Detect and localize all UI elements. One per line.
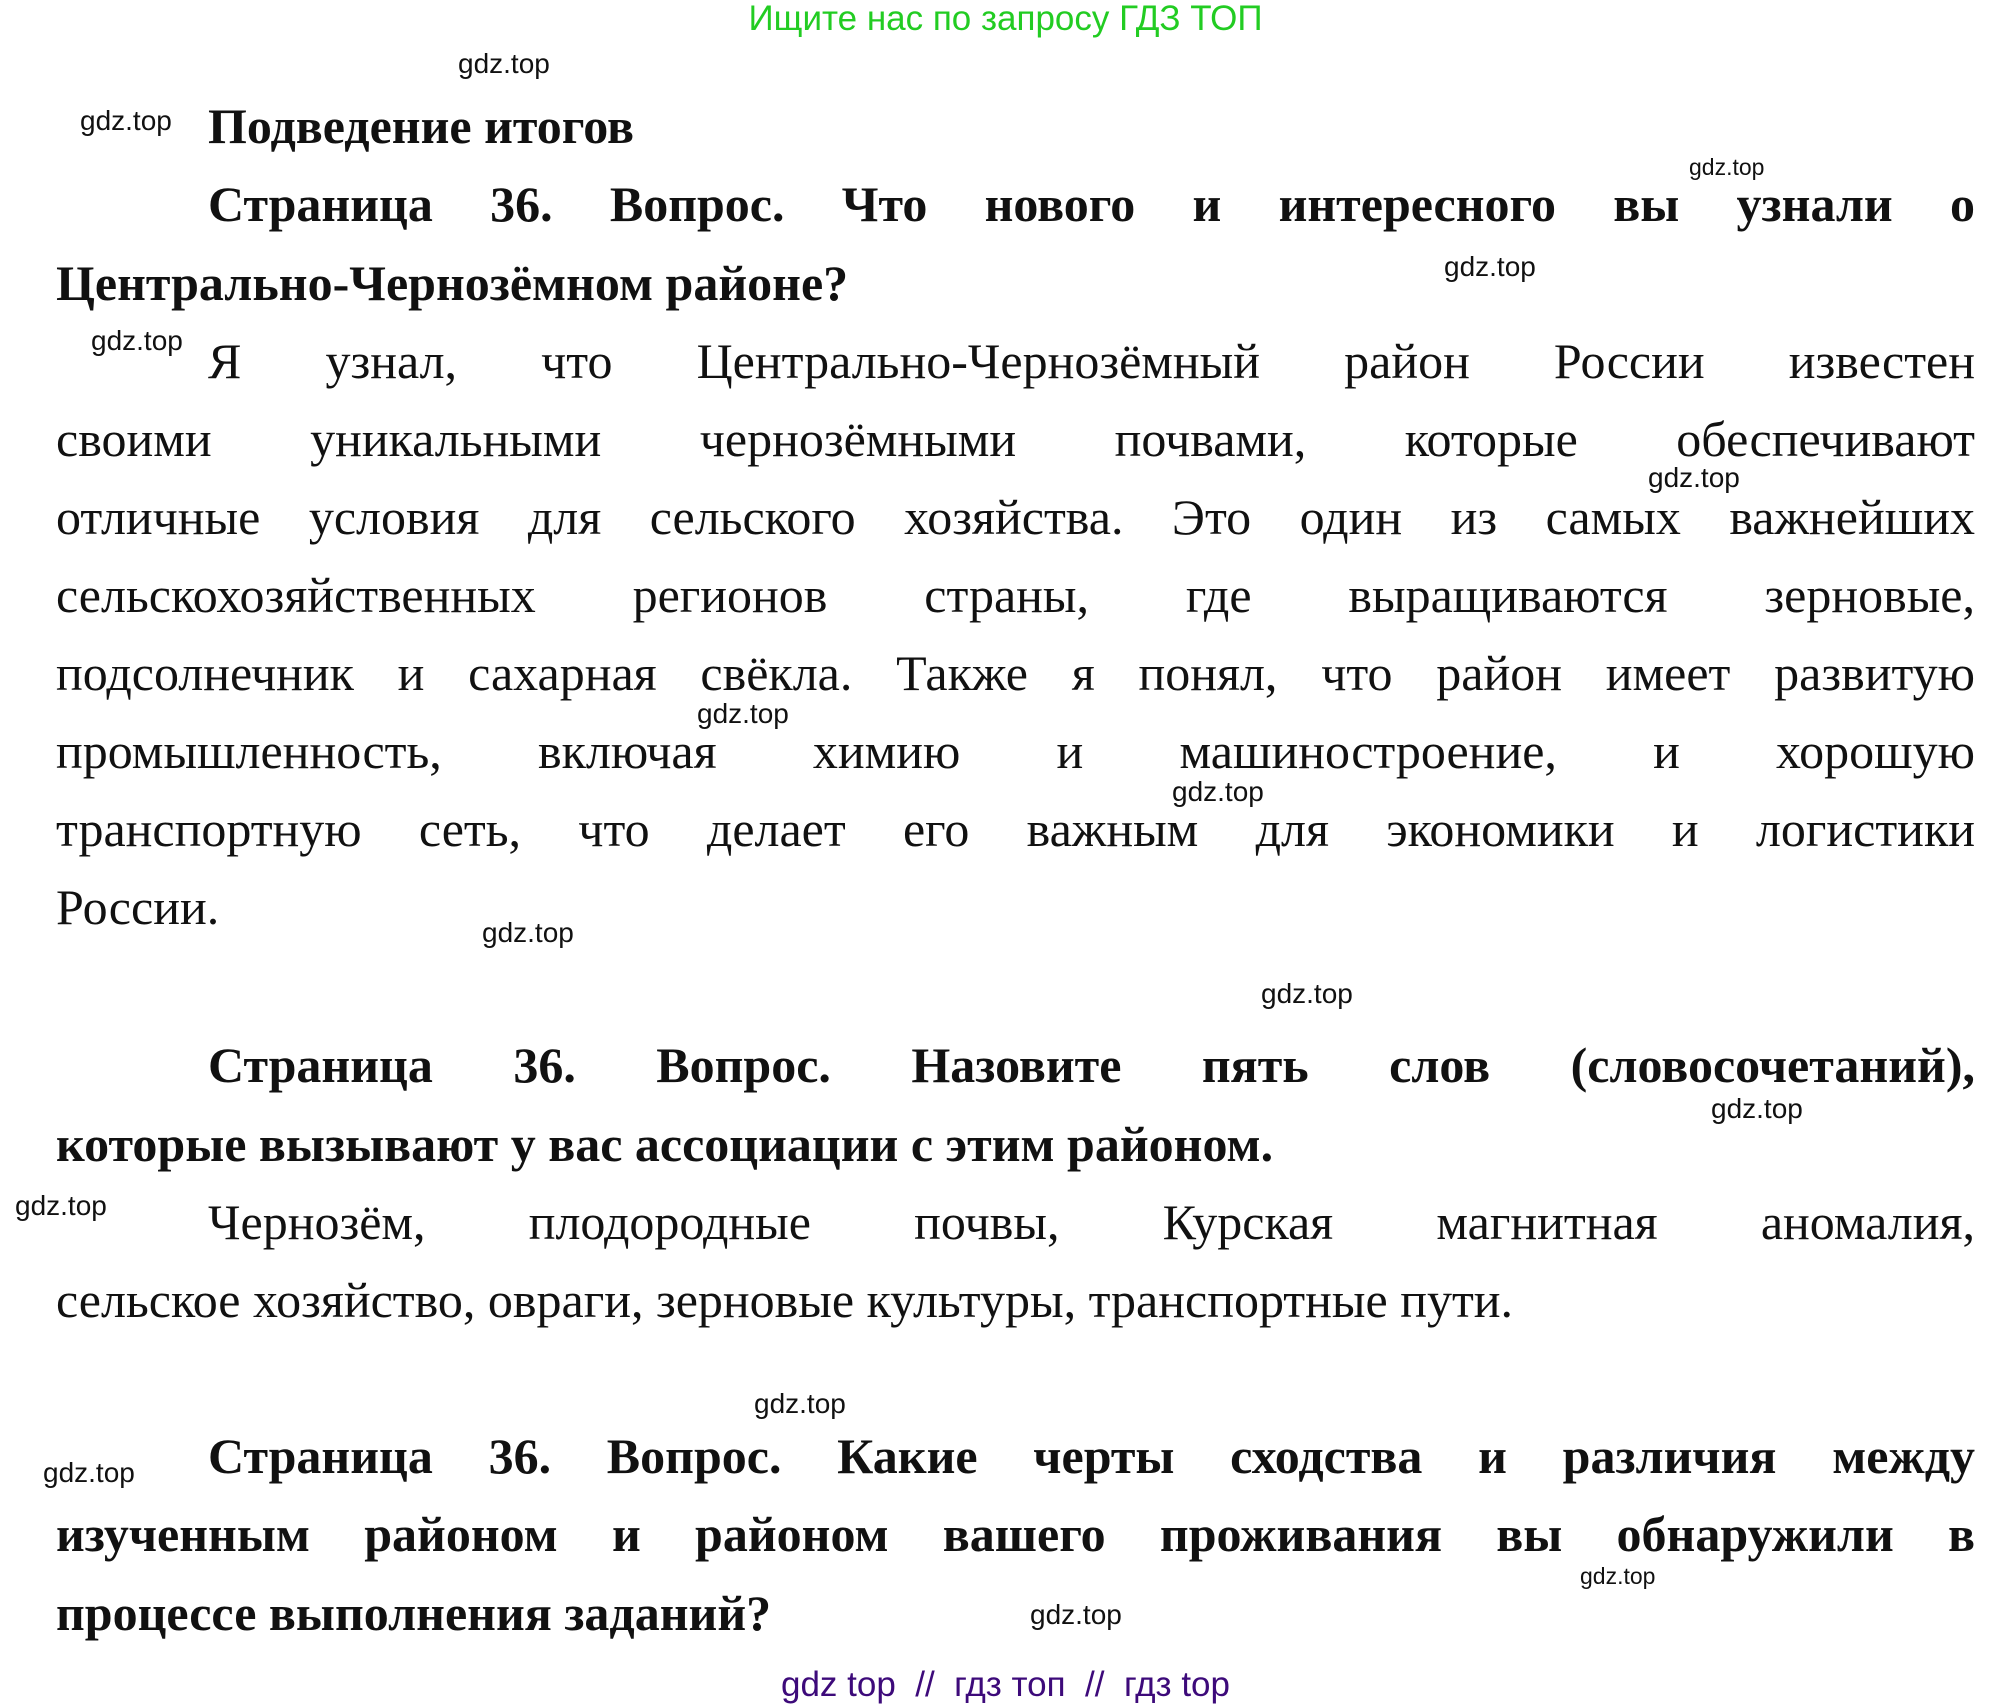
watermark: gdz.top [1711,1093,1803,1124]
answer-1-line: промышленность, включая химию и машиностроение, и хорошую [56,723,1975,779]
question-3-line: процессе выполнения заданий? [56,1585,772,1641]
search-banner: Ищите нас по запросу ГДЗ ТОП [748,0,1263,38]
watermark: gdz.top [458,48,550,79]
watermark: gdz.top [1648,462,1740,493]
watermark: gdz.top [80,105,172,136]
watermark: gdz.top [43,1457,135,1488]
question-2-line: которые вызывают у вас ассоциации с этим районом. [56,1116,1274,1172]
watermark: gdz.top [754,1388,846,1419]
answer-2-line: сельское хозяйство, овраги, зерновые культуры, транспортные пути. [56,1272,1514,1328]
watermark: gdz.top [697,698,789,729]
answer-1-line: России. [56,879,220,935]
answer-1-line: сельскохозяйственных регионов страны, где выращиваются зерновые, [56,567,1975,623]
watermark: gdz.top [1030,1599,1122,1630]
watermark: gdz.top [482,917,574,948]
watermark: gdz.top [1580,1563,1656,1589]
question-1-line: Центрально-Чернозёмном районе? [56,255,849,311]
answer-1-line: отличные условия для сельского хозяйства. Это один из самых важнейших [56,489,1975,545]
question-3-line: изученным районом и районом вашего проживания вы обнаружили в [56,1506,1975,1562]
question-2-line: Страница 36. Вопрос. Назовите пять слов (словосочетаний), [208,1037,1975,1093]
watermark: gdz.top [1689,154,1765,180]
answer-2-line: Чернозём, плодородные почвы, Курская магнитная аномалия, [208,1194,1975,1250]
answer-1-line: подсолнечник и сахарная свёкла. Также я понял, что район имеет развитую [56,645,1975,701]
answer-1-line: своими уникальными чернозёмными почвами, которые обеспечивают [56,411,1975,467]
section-title: Подведение итогов [208,98,635,154]
watermark: gdz.top [91,325,183,356]
watermark: gdz.top [1444,251,1536,282]
answer-1-line: транспортную сеть, что делает его важным для экономики и логистики [56,801,1975,857]
question-3-line: Страница 36. Вопрос. Какие черты сходства и различия между [208,1428,1975,1484]
watermark: gdz.top [1261,978,1353,1009]
watermark: gdz.top [1172,776,1264,807]
watermark: gdz.top [15,1190,107,1221]
question-1-line: Страница 36. Вопрос. Что нового и интересного вы узнали о [208,176,1975,232]
answer-1-line: Я узнал, что Центрально-Чернозёмный район России известен [208,333,1975,389]
footer-links: gdz top // гдз топ // гдз top [781,1665,1230,1704]
